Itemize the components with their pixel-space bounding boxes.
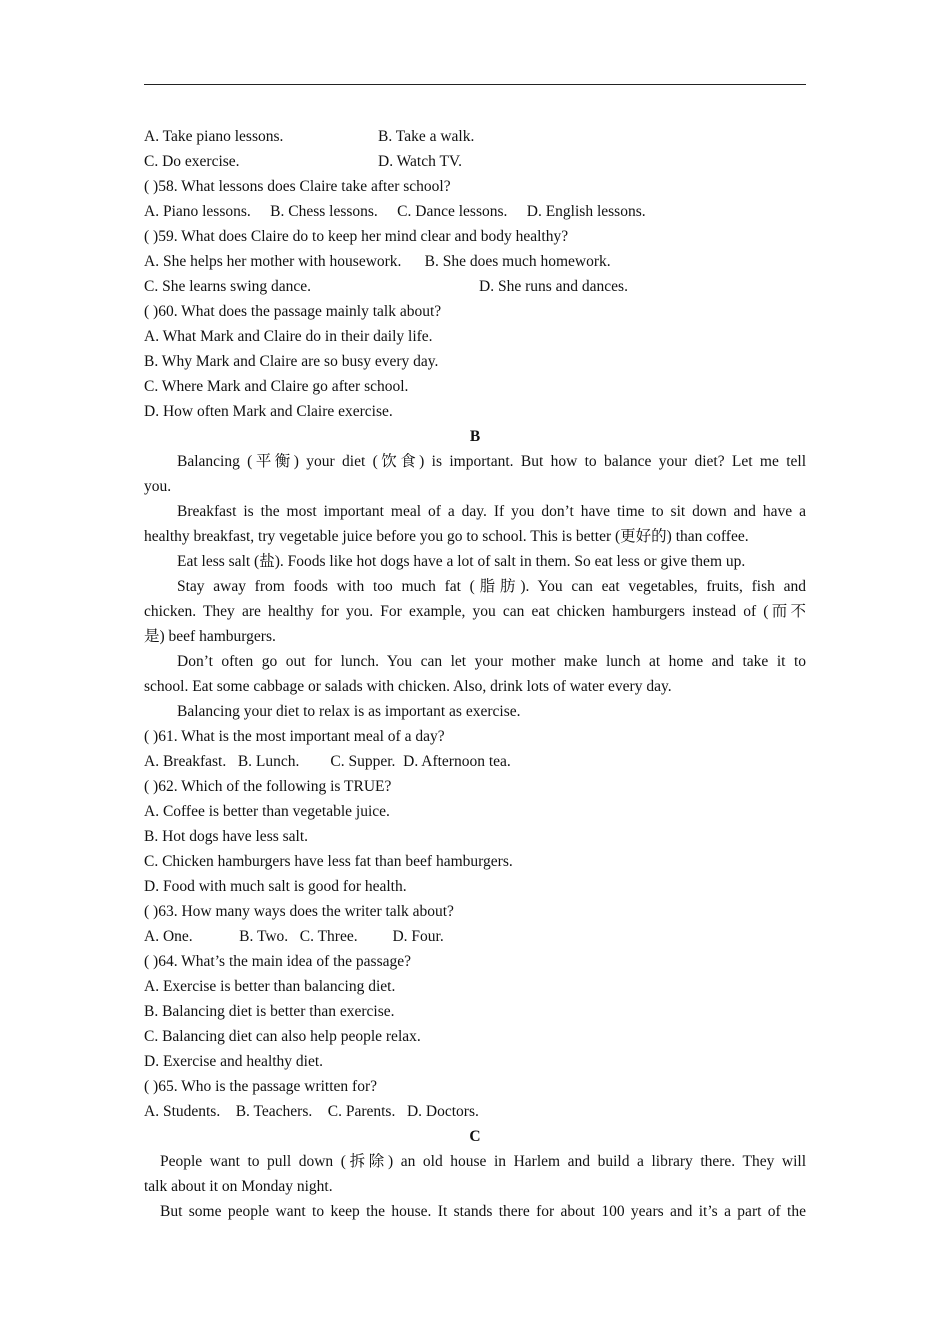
- option-d: D. Watch TV.: [378, 153, 463, 170]
- q58-question: ( )58. What lessons does Claire take after school?: [144, 178, 451, 195]
- q62-option-b: B. Hot dogs have less salt.: [144, 828, 309, 845]
- passage-c-p1-line1: People want to pull down (拆除) an old house in Harlem and build a library there. They will: [160, 1153, 806, 1170]
- q63-options: A. One. B. Two. C. Three. D. Four.: [144, 928, 444, 945]
- q62-option-c: C. Chicken hamburgers have less fat than beef hamburgers.: [144, 853, 513, 870]
- section-b-heading: B: [469, 428, 481, 445]
- q57-options-cd: [144, 149, 806, 174]
- option-c: C. Do exercise.: [144, 153, 240, 170]
- q60-option-d: D. How often Mark and Claire exercise.: [144, 403, 393, 420]
- passage-b-p2-line1: Breakfast is the most important meal of a day. If you don’t have time to sit down and have a: [177, 503, 806, 520]
- q62-question: ( )62. Which of the following is TRUE?: [144, 778, 392, 795]
- q64-option-a: A. Exercise is better than balancing diet.: [144, 978, 396, 995]
- passage-b-p1-line1: Balancing (平衡) your diet (饮食) is important. But how to balance your diet? Let me tell: [177, 453, 806, 470]
- q60-option-a: A. What Mark and Claire do in their daily life.: [144, 328, 433, 345]
- q61-question: ( )61. What is the most important meal of a day?: [144, 728, 445, 745]
- q62-option-a: A. Coffee is better than vegetable juice.: [144, 803, 390, 820]
- q63-question: ( )63. How many ways does the writer talk about?: [144, 903, 454, 920]
- q60-option-c: C. Where Mark and Claire go after school.: [144, 378, 409, 395]
- passage-b-p4-line1: Stay away from foods with too much fat (脂肪). You can eat vegetables, fruits, fish and: [177, 578, 806, 595]
- passage-b-p1-line2: you.: [144, 478, 172, 495]
- passage-b-p3: Eat less salt (盐). Foods like hot dogs have a lot of salt in them. So eat less or give them up.: [177, 553, 746, 570]
- passage-c-p1-line2: talk about it on Monday night.: [144, 1178, 333, 1195]
- q64-option-c: C. Balancing diet can also help people relax.: [144, 1028, 421, 1045]
- header-rule: [144, 84, 806, 85]
- q65-question: ( )65. Who is the passage written for?: [144, 1078, 378, 1095]
- passage-b-p4-line2: chicken. They are healthy for you. For example, you can eat chicken hamburgers instead of (而不: [144, 603, 806, 620]
- section-c-heading: C: [469, 1128, 481, 1145]
- q62-option-d: D. Food with much salt is good for health.: [144, 878, 407, 895]
- q58-options: A. Piano lessons. B. Chess lessons. C. Dance lessons. D. English lessons.: [144, 203, 646, 220]
- q59-question: ( )59. What does Claire do to keep her mind clear and body healthy?: [144, 228, 569, 245]
- passage-b-p2-line2: healthy breakfast, try vegetable juice before you go to school. This is better (更好的) than coffee.: [144, 528, 749, 545]
- q64-question: ( )64. What’s the main idea of the passage?: [144, 953, 411, 970]
- passage-b-p5-line1: Don’t often go out for lunch. You can let your mother make lunch at home and take it to: [177, 653, 806, 670]
- document-body: [144, 124, 806, 1224]
- passage-b-p5-line2: school. Eat some cabbage or salads with chicken. Also, drink lots of water every day.: [144, 678, 672, 695]
- option-a: A. Take piano lessons.: [144, 128, 284, 145]
- passage-b-p6: Balancing your diet to relax is as important as exercise.: [177, 703, 521, 720]
- q64-option-d: D. Exercise and healthy diet.: [144, 1053, 324, 1070]
- q60-question: ( )60. What does the passage mainly talk about?: [144, 303, 442, 320]
- q61-options: A. Breakfast. B. Lunch. C. Supper. D. Afternoon tea.: [144, 753, 511, 770]
- q59-options-ab: A. She helps her mother with housework. B. She does much homework.: [144, 253, 611, 270]
- q60-option-b: B. Why Mark and Claire are so busy every day.: [144, 353, 439, 370]
- passage-c-p2-line1: But some people want to keep the house. It stands there for about 100 years and it’s a part of the: [160, 1203, 806, 1220]
- option-c: C. She learns swing dance.: [144, 278, 312, 295]
- passage-b-p4-line3: 是) beef hamburgers.: [144, 628, 276, 645]
- option-b: B. Take a walk.: [378, 128, 475, 145]
- q57-options-ab: [144, 124, 806, 149]
- option-d: D. She runs and dances.: [479, 278, 628, 295]
- q59-options-cd: [144, 274, 806, 299]
- q65-options: A. Students. B. Teachers. C. Parents. D. Doctors.: [144, 1103, 479, 1120]
- q64-option-b: B. Balancing diet is better than exercise.: [144, 1003, 395, 1020]
